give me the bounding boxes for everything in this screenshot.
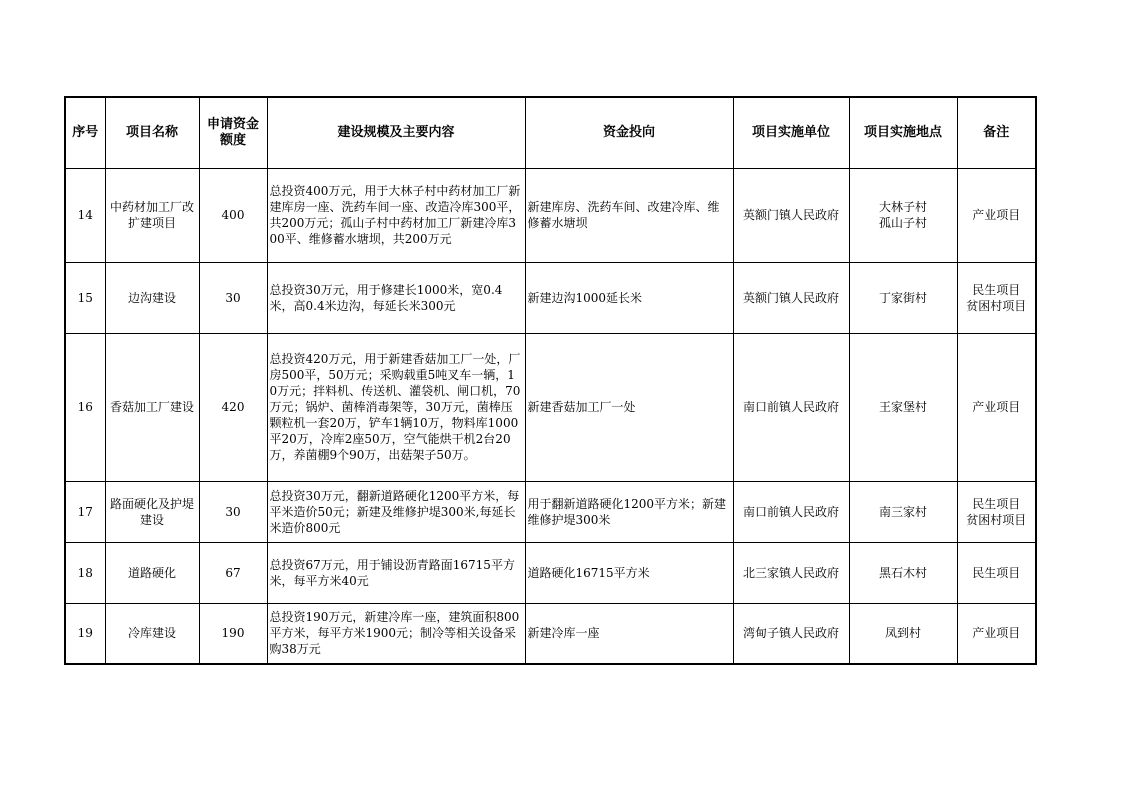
header-no: 序号 [65, 97, 105, 168]
cell-note: 民生项目 贫困村项目 [957, 481, 1036, 542]
cell-name: 边沟建设 [105, 262, 199, 333]
table-row [65, 168, 1036, 262]
cell-note: 产业项目 [957, 333, 1036, 481]
cell-direction: 新建库房、洗药车间、改建冷库、维修蓄水塘坝 [525, 168, 733, 262]
cell-direction: 用于翻新道路硬化1200平方米；新建维修护堤300米 [525, 481, 733, 542]
cell-amount: 30 [199, 262, 267, 333]
cell-amount: 400 [199, 168, 267, 262]
cell-content: 总投资67万元，用于铺设沥青路面16715平方米，每平方米40元 [267, 542, 525, 603]
header-direction: 资金投向 [525, 97, 733, 168]
cell-no: 14 [65, 168, 105, 262]
table-row [65, 262, 1036, 333]
cell-direction: 新建边沟1000延长米 [525, 262, 733, 333]
cell-no: 19 [65, 603, 105, 664]
cell-no: 15 [65, 262, 105, 333]
header-name: 项目名称 [105, 97, 199, 168]
table-row [65, 542, 1036, 603]
cell-name: 路面硬化及护堤建设 [105, 481, 199, 542]
cell-amount: 30 [199, 481, 267, 542]
cell-location: 凤到村 [849, 603, 957, 664]
cell-note: 产业项目 [957, 168, 1036, 262]
header-location: 项目实施地点 [849, 97, 957, 168]
cell-unit: 英额门镇人民政府 [733, 168, 849, 262]
cell-content: 总投资30万元，用于修建长1000米，宽0.4米，高0.4米边沟，每延长米300元 [267, 262, 525, 333]
cell-location: 大林子村 孤山子村 [849, 168, 957, 262]
cell-name: 香菇加工厂建设 [105, 333, 199, 481]
cell-unit: 湾甸子镇人民政府 [733, 603, 849, 664]
header-row [65, 97, 1036, 168]
cell-name: 冷库建设 [105, 603, 199, 664]
cell-note: 民生项目 [957, 542, 1036, 603]
cell-location: 南三家村 [849, 481, 957, 542]
cell-name: 中药材加工厂改扩建项目 [105, 168, 199, 262]
cell-unit: 南口前镇人民政府 [733, 481, 849, 542]
table-row [65, 333, 1036, 481]
cell-content: 总投资400万元，用于大林子村中药材加工厂新建库房一座、洗药车间一座、改造冷库300平，共200万元；孤山子村中药材加工厂新建冷库300平、维修蓄水塘坝，共200万元 [267, 168, 525, 262]
cell-amount: 67 [199, 542, 267, 603]
cell-direction: 新建冷库一座 [525, 603, 733, 664]
header-unit: 项目实施单位 [733, 97, 849, 168]
cell-content: 总投资420万元，用于新建香菇加工厂一处，厂房500平，50万元；采购载重5吨叉车一辆，10万元；拌料机、传送机、灌袋机、闸口机，70万元；锅炉、菌棒消毒架等，30万元，菌棒压颗粒机一套20万，铲车1辆10万，物料库1000平20万，冷库2座50万，空气能烘干机2台20万，养菌棚9个90万，出菇架子50万。 [267, 333, 525, 481]
cell-unit: 英额门镇人民政府 [733, 262, 849, 333]
project-table [64, 96, 1037, 665]
cell-content: 总投资30万元，翻新道路硬化1200平方米，每平米造价50元；新建及维修护堤300米,每延长米造价800元 [267, 481, 525, 542]
cell-unit: 南口前镇人民政府 [733, 333, 849, 481]
header-content: 建设规模及主要内容 [267, 97, 525, 168]
table-row [65, 603, 1036, 664]
cell-location: 黑石木村 [849, 542, 957, 603]
header-note: 备注 [957, 97, 1036, 168]
cell-amount: 420 [199, 333, 267, 481]
cell-location: 王家堡村 [849, 333, 957, 481]
cell-content: 总投资190万元，新建冷库一座，建筑面积800平方米，每平方米1900元；制冷等相关设备采购38万元 [267, 603, 525, 664]
cell-direction: 新建香菇加工厂一处 [525, 333, 733, 481]
cell-direction: 道路硬化16715平方米 [525, 542, 733, 603]
cell-note: 产业项目 [957, 603, 1036, 664]
cell-no: 16 [65, 333, 105, 481]
cell-location: 丁家街村 [849, 262, 957, 333]
table-row [65, 481, 1036, 542]
cell-amount: 190 [199, 603, 267, 664]
cell-no: 18 [65, 542, 105, 603]
header-amount: 申请资金额度 [199, 97, 267, 168]
cell-name: 道路硬化 [105, 542, 199, 603]
cell-unit: 北三家镇人民政府 [733, 542, 849, 603]
cell-note: 民生项目 贫困村项目 [957, 262, 1036, 333]
cell-no: 17 [65, 481, 105, 542]
